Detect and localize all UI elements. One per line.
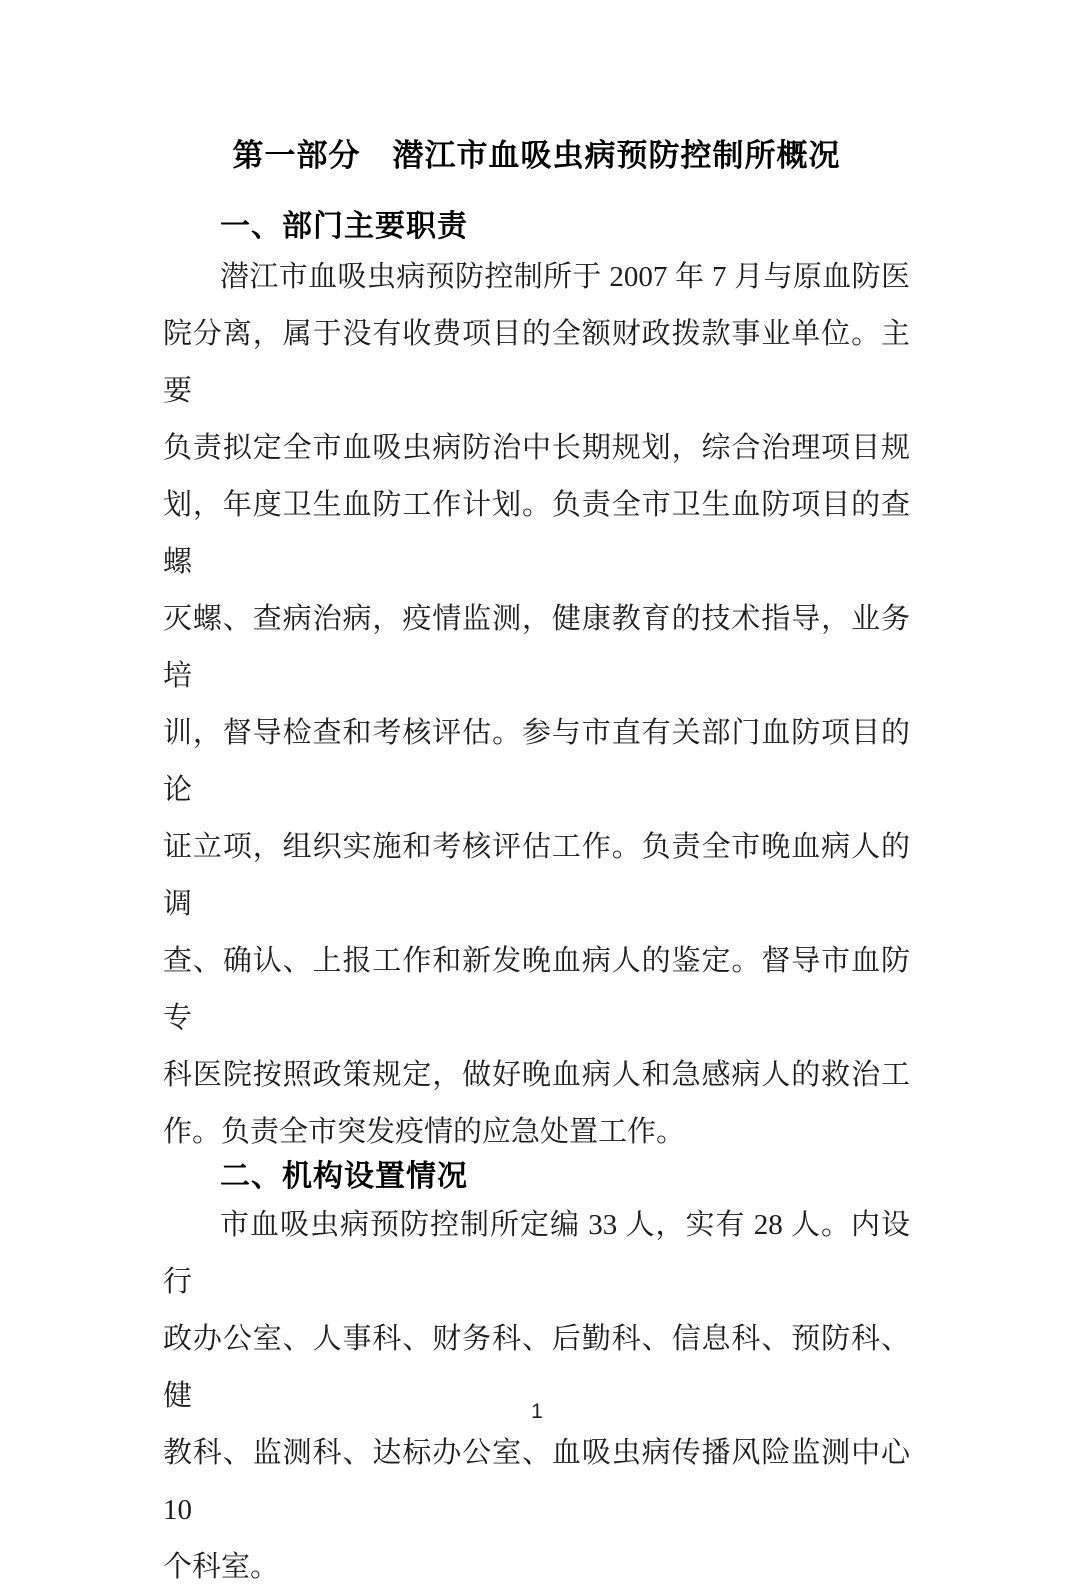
- paragraph-line: 潜江市血吸虫病预防控制所于 2007 年 7 月与原血防医: [220, 261, 910, 293]
- paragraph-organization: [163, 1197, 910, 1596]
- paragraph-line: 划，年度卫生血防工作计划。负责全市卫生血防项目的查螺: [163, 489, 910, 578]
- paragraph-line: 个科室。: [163, 1551, 280, 1583]
- paragraph-line: 查、确认、上报工作和新发晚血病人的鉴定。督导市血防专: [163, 945, 910, 1034]
- paragraph-line: 科医院按照政策规定，做好晚血病人和急感病人的救治工: [163, 1059, 910, 1091]
- paragraph-line: 政办公室、人事科、财务科、后勤科、信息科、预防科、健: [163, 1323, 910, 1412]
- paragraph-line: 作。负责全市突发疫情的应急处置工作。: [163, 1116, 686, 1148]
- section-main-duties: [163, 205, 910, 1161]
- paragraph-line: 市血吸虫病预防控制所定编 33 人，实有 28 人。内设行: [163, 1209, 910, 1298]
- section-organization: [163, 1157, 910, 1596]
- paragraph-line: 院分离，属于没有收费项目的全额财政拨款事业单位。主要: [163, 318, 910, 407]
- paragraph-line: 灭螺、查病治病，疫情监测，健康教育的技术指导，业务培: [163, 603, 910, 692]
- section-heading-organization: 二、机构设置情况: [220, 1160, 468, 1193]
- paragraph-line: 证立项，组织实施和考核评估工作。负责全市晚血病人的调: [163, 831, 910, 920]
- paragraph-line: 教科、监测科、达标办公室、血吸虫病传播风险监测中心 10: [163, 1437, 910, 1526]
- page-title: 第一部分 潜江市血吸虫病预防控制所概况: [232, 138, 841, 173]
- page-number: 1: [531, 1400, 543, 1423]
- paragraph-duties: [163, 249, 910, 1161]
- paragraph-line: 训，督导检查和考核评估。参与市直有关部门血防项目的论: [163, 717, 910, 806]
- paragraph-line: 负责拟定全市血吸虫病防治中长期规划，综合治理项目规: [163, 432, 910, 464]
- section-heading-duties: 一、部门主要职责: [220, 210, 468, 243]
- document-page: [163, 0, 910, 1596]
